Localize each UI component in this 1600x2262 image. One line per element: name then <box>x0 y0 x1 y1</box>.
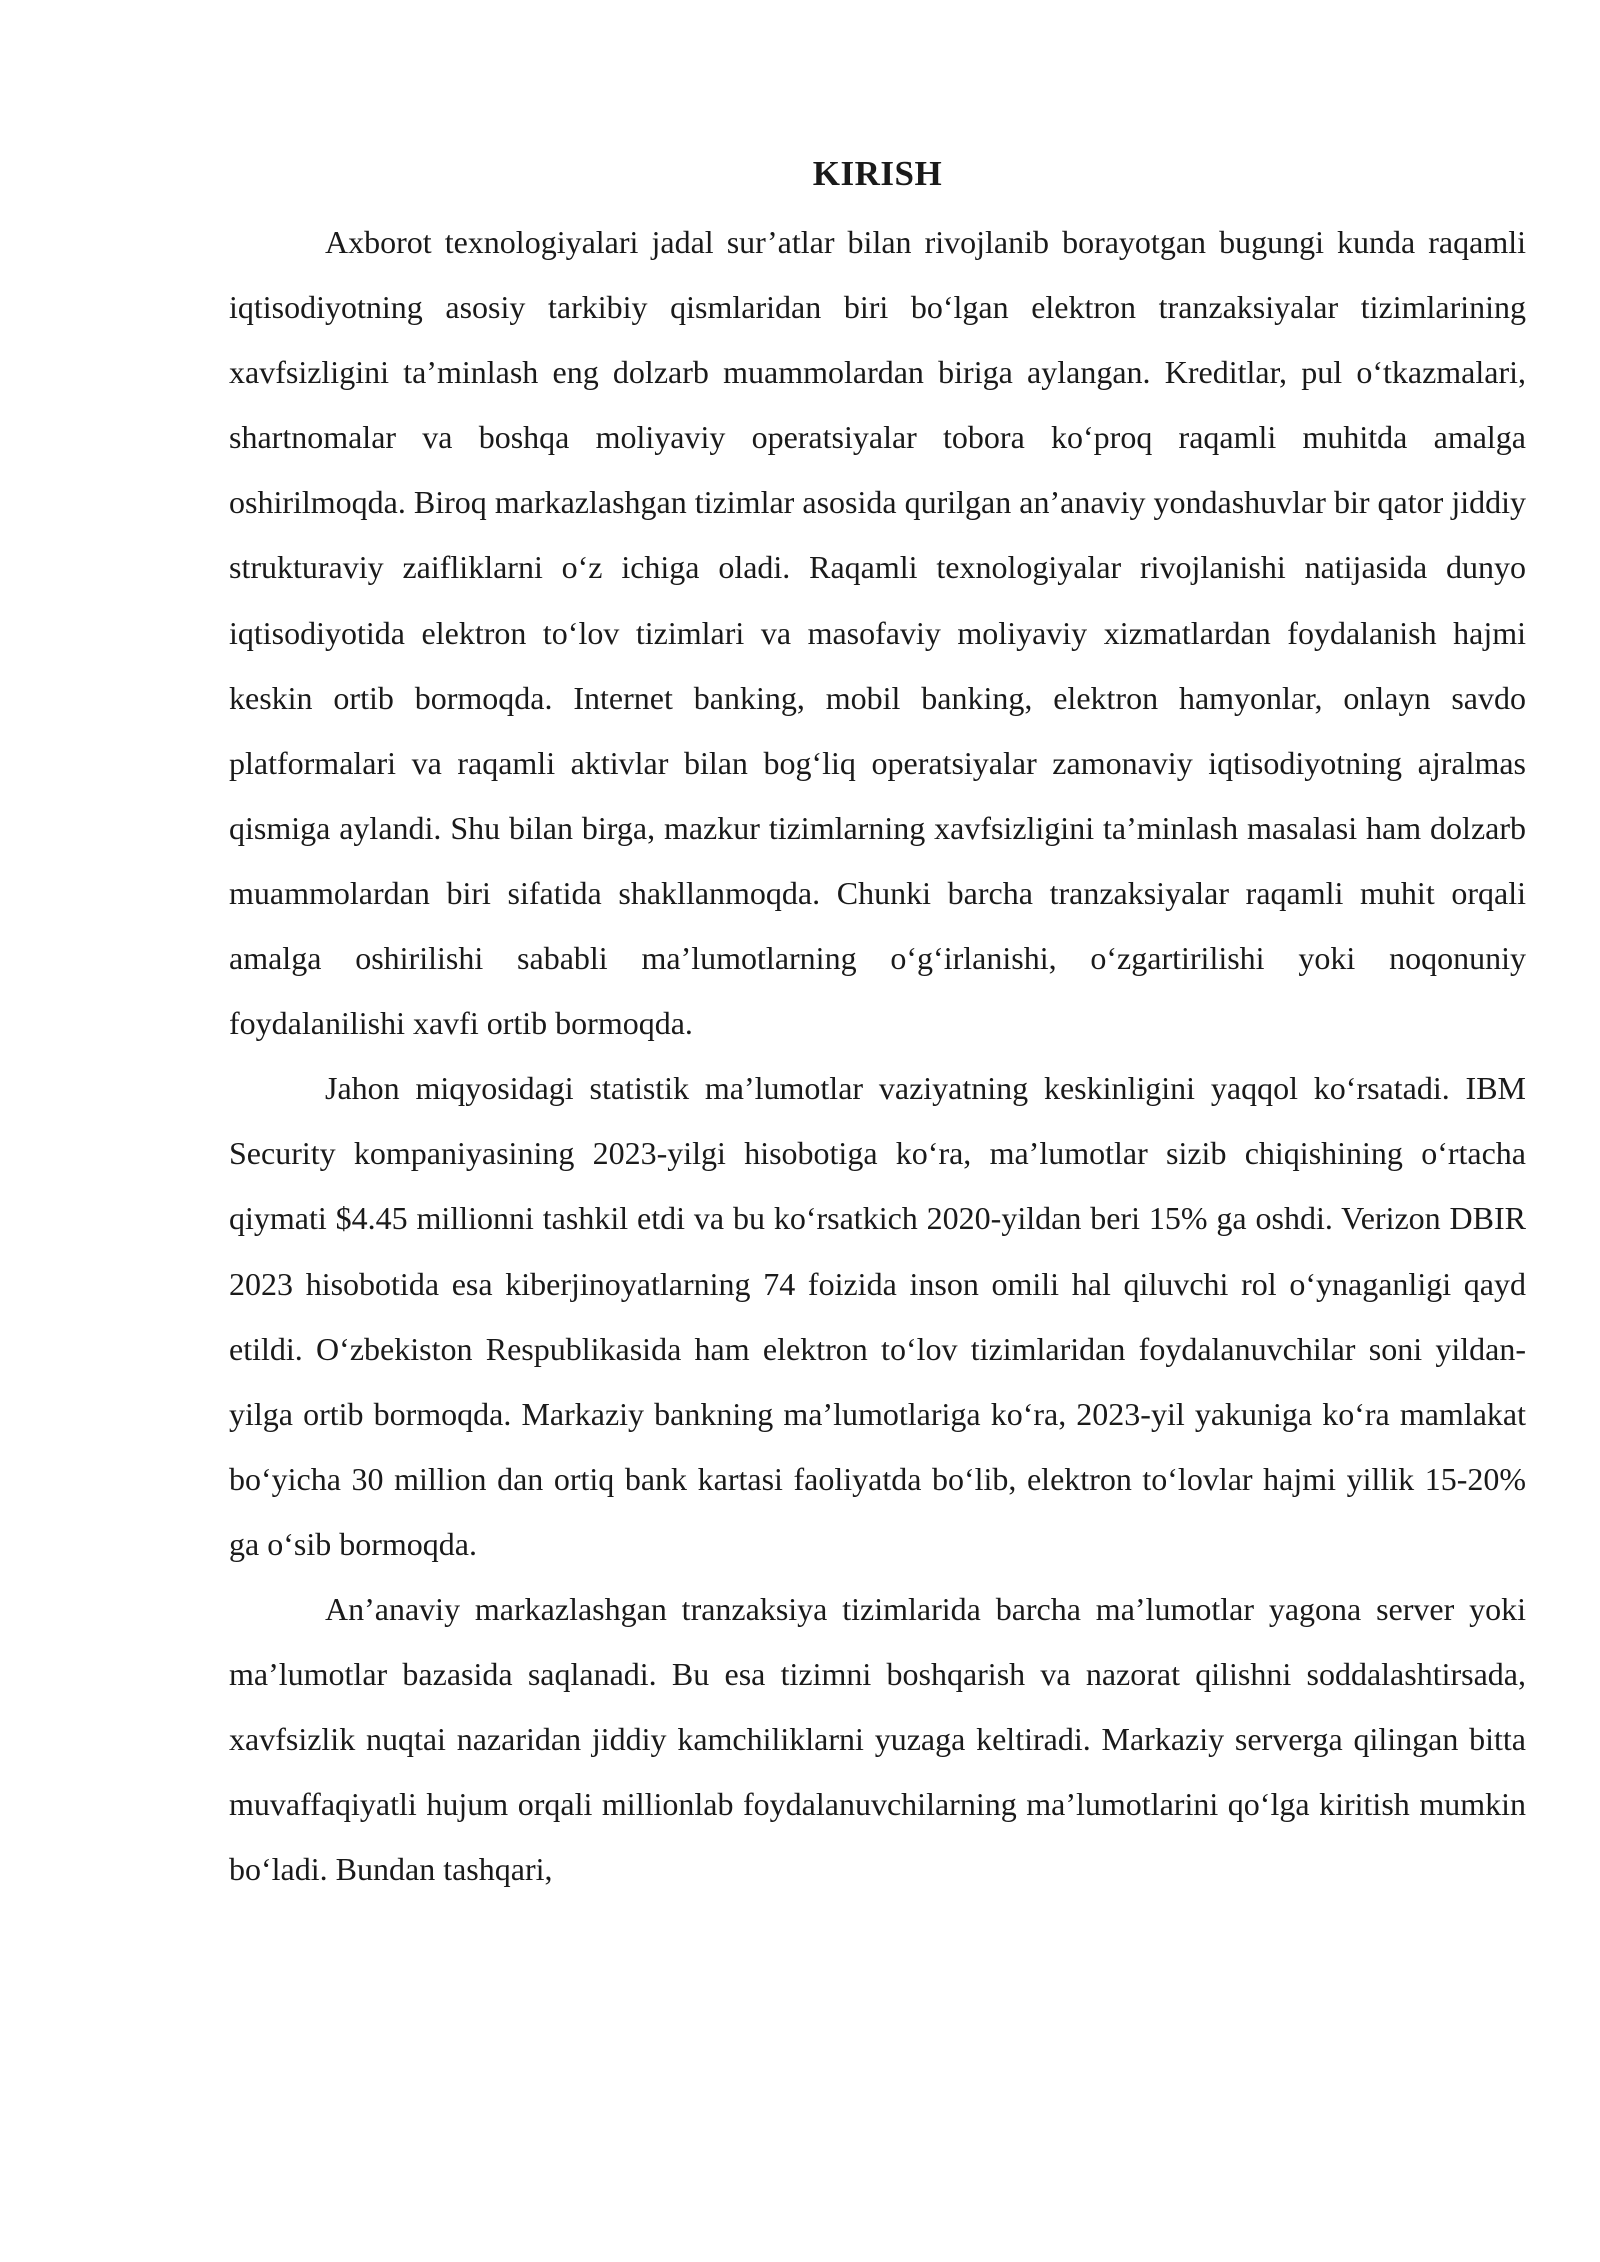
document-body <box>229 148 1526 1902</box>
section-title: KIRISH <box>812 154 943 193</box>
paragraph-centralized-systems: An’anaviy markazlashgan tranzaksiya tizimlarida barcha ma’lumotlar yagona server yoki ma’lumotlar bazasida saqlanadi. Bu esa tizimni boshqarish va nazorat qilishni soddalashtirsada, xavfsizlik nuqtai nazaridan jiddiy kamchiliklarni yuzaga keltiradi. Markaziy serverga qilingan bitta muvaffaqiyatli hujum orqali millionlab foydalanuvchilarning ma’lumotlarini qoʻlga kiritish mumkin boʻladi. Bundan tashqari, <box>229 1590 1526 1888</box>
paragraph-intro: Axborot texnologiyalari jadal sur’atlar bilan rivojlanib borayotgan bugungi kunda raqamli iqtisodiyotning asosiy tarkibiy qismlaridan biri boʻlgan elektron tranzaksiyalar tizimlarining xavfsizligini ta’minlash eng dolzarb muammolardan biriga aylangan. Kreditlar, pul oʻtkazmalari, shartnomalar va boshqa moliyaviy operatsiyalar tobora koʻproq raqamli muhitda amalga oshirilmoqda. Biroq markazlashgan tizimlar asosida qurilgan an’anaviy yondashuvlar bir qator jiddiy strukturaviy zaifliklarni oʻz ichiga oladi. Raqamli texnologiyalar rivojlanishi natijasida dunyo iqtisodiyotida elektron toʻlov tizimlari va masofaviy moliyaviy xizmatlardan foydalanish hajmi keskin ortib bormoqda. Internet banking, mobil banking, elektron hamyonlar, onlayn savdo platformalari va raqamli aktivlar bilan bogʻliq operatsiyalar zamonaviy iqtisodiyotning ajralmas qismiga aylandi. Shu bilan birga, mazkur tizimlarning xavfsizligini ta’minlash masalasi ham dolzarb muammolardan biri sifatida shakllanmoqda. Chunki barcha tranzaksiyalar raqamli muhit orqali amalga oshirilishi sababli ma’lumotlarning oʻgʻirlanishi, oʻzgartirilishi yoki noqonuniy foydalanilishi xavfi ortib bormoqda. <box>229 224 1526 1042</box>
paragraph-statistics: Jahon miqyosidagi statistik ma’lumotlar vaziyatning keskinligini yaqqol koʻrsatadi. IBM Security kompaniyasining 2023-yilgi hisobotiga koʻra, ma’lumotlar sizib chiqishining oʻrtacha qiymati $4.45 millionni tashkil etdi va bu koʻrsatkich 2020-yildan beri 15% ga oshdi. Verizon DBIR 2023 hisobotida esa kiberjinoyatlarning 74 foizida inson omili hal qiluvchi rol oʻynaganligi qayd etildi. Oʻzbekiston Respublikasida ham elektron toʻlov tizimlaridan foydalanuvchilar soni yildan-yilga ortib bormoqda. Markaziy bankning ma’lumotlariga koʻra, 2023-yil yakuniga koʻra mamlakat boʻyicha 30 million dan ortiq bank kartasi faoliyatda boʻlib, elektron toʻlovlar hajmi yillik 15-20% ga oʻsib bormoqda. <box>229 1070 1526 1562</box>
